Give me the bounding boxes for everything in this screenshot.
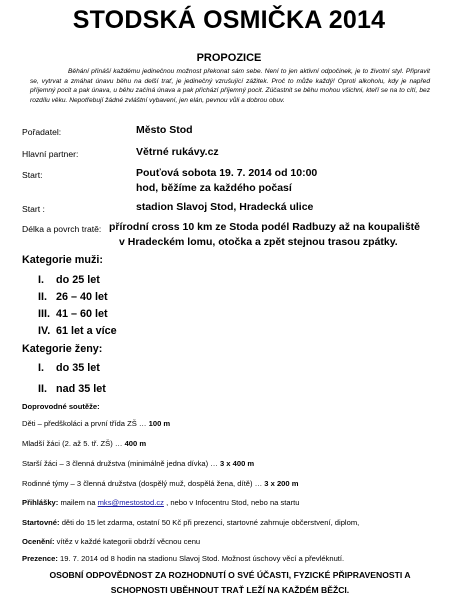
younger-pupils-race: Mladší žáci (2. až 5. tř. ZŠ) … 400 m [22, 439, 147, 448]
women-categories-heading: Kategorie ženy: [22, 343, 103, 355]
start-value [136, 166, 317, 196]
women-category-item: I. do 35 let [38, 362, 100, 374]
partner-value: Větrné rukávy.cz [136, 146, 219, 158]
women-category-item: II. nad 35 let [38, 383, 106, 395]
registration-email-link[interactable]: mks@mestostod.cz [97, 498, 164, 507]
length-value-line-1: přírodní cross 10 km ze Stoda podél Radbuzy až na koupaliště [109, 221, 420, 233]
start-value-line-2: hod, běžíme za každého počasí [136, 182, 292, 194]
length-label: Délka a povrch tratě: [22, 224, 102, 234]
fee-line: Startovné: děti do 15 let zdarma, ostatní 50 Kč při prezenci, startovné zahrnuje občerstvení, diplom, [22, 518, 360, 527]
footer-disclaimer [30, 568, 430, 598]
awards-line: Ocenění: vítěz v každé kategorii obdrží věcnou cenu [22, 537, 201, 546]
start-value-line-1: Pouťová sobota 19. 7. 2014 od 10:00 [136, 167, 318, 179]
length-value [109, 220, 454, 250]
kids-race: Děti – předškoláci a první třída ZŠ … 100 m [22, 419, 171, 428]
footer-line-1: OSOBNÍ ODPOVĚDNOST ZA ROZHODNUTÍ O SVÉ ÚČASTI, FYZICKÉ PŘIPRAVENOSTI A [49, 570, 411, 580]
men-category-item: II. 26 – 40 let [38, 291, 108, 303]
registration-line: Přihlášky: mailem na mks@mestostod.cz , nebo v Infocentru Stod, nebo na startu [22, 498, 300, 507]
footer-line-2: SCHOPNOSTI UBĚHNOUT TRAŤ LEŽÍ NA KAŽDÉM BĚŽCI. [110, 585, 350, 595]
older-pupils-race: Starší žáci – 3 členná družstva (minimálně jedna dívka) … 3 x 400 m [22, 459, 255, 468]
length-value-line-2: v Hradeckém lomu, otočka a zpět stejnou trasou zpátky. [119, 236, 398, 248]
start-label: Start: [22, 170, 43, 180]
presence-line: Prezence: 19. 7. 2014 od 8 hodin na stadionu Slavoj Stod. Možnost úschovy věcí a převléknutí. [22, 554, 345, 563]
intro-text: Běhání přináší každému jedinečnou možnost překonat sám sebe. Není to jen aktivní odpočinek, je to životní styl. Připravit se, vytrvat a zmáhat únavu běhu na delší trať, je jedinečný vzrušující zážitek. Proč to může každý! Oproti alkoholu, kdy je napřed příjemný pocit a pak únava, u běhu začíná únava a pak přichází příjemný pocit. Zúčastnit se běhu mohou všichni, kteří se na to cítí, bez rozdílu věku. Nepotřebují žádné zvláštní vybavení, jen elán, pevnou vůli a dobrou obuv. [30, 68, 430, 104]
organizer-value: Město Stod [136, 124, 193, 136]
start-place-label: Start : [22, 204, 45, 214]
men-category-item: IV. 61 let a více [38, 325, 117, 337]
start-place-value: stadion Slavoj Stod, Hradecká ulice [136, 201, 314, 213]
men-category-item: III. 41 – 60 let [38, 308, 108, 320]
partner-label: Hlavní partner: [22, 149, 79, 159]
side-competitions-heading: Doprovodné soutěže: [22, 402, 100, 411]
document-subtitle: PROPOZICE [196, 52, 262, 64]
document-title: STODSKÁ OSMIČKA 2014 [72, 6, 386, 34]
men-categories-heading: Kategorie muži: [22, 254, 103, 266]
intro-paragraph [30, 67, 430, 105]
men-category-item: I. do 25 let [38, 274, 100, 286]
family-teams-race: Rodinné týmy – 3 členná družstva (dospělý muž, dospělá žena, dítě) … 3 x 200 m [22, 479, 299, 488]
organizer-label: Pořadatel: [22, 127, 62, 137]
